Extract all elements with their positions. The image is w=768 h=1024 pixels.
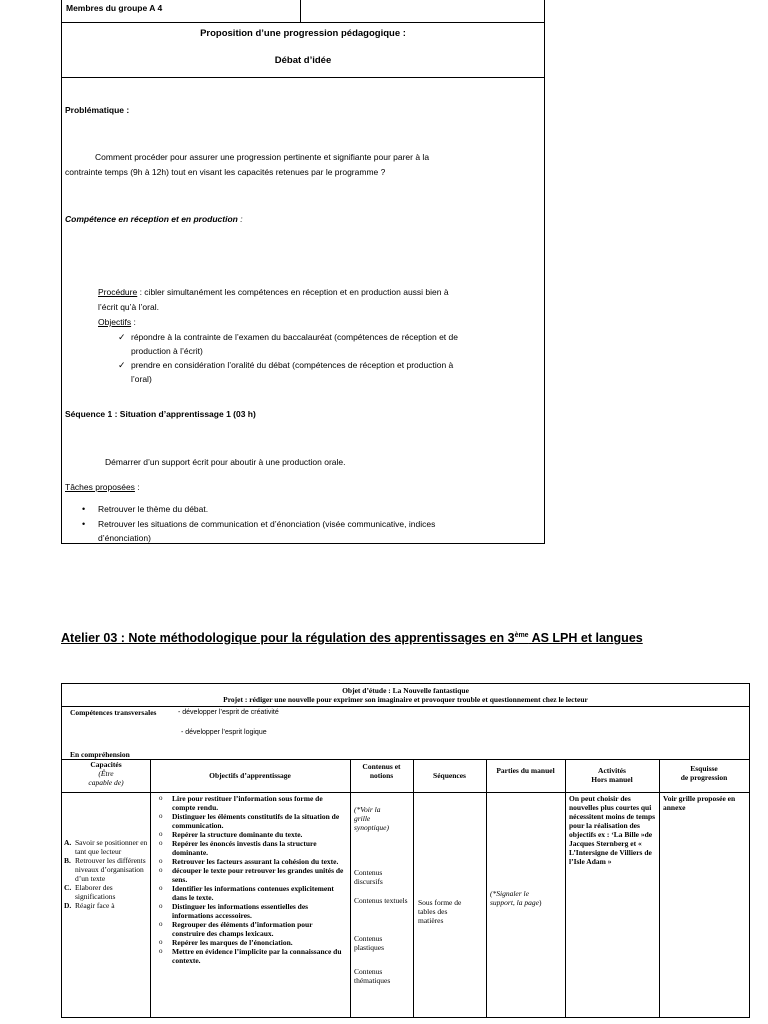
header-sequences: Séquences: [433, 771, 466, 780]
capacite-text: Retrouver les différents niveaux d’organisation d’un texte: [75, 856, 146, 883]
competences-label: Compétences transversales: [70, 708, 157, 717]
capacite-item: [64, 838, 150, 856]
contenus-textuels: Contenus textuels: [354, 896, 408, 905]
objectif-item: o Repérer les marques de l’énonciation.: [156, 938, 344, 947]
sequences-text: [418, 898, 484, 925]
progression-table: [61, 683, 750, 1018]
contenus-note-2: grille: [354, 814, 371, 823]
table-rule: [62, 706, 749, 707]
competence-creativite: - développer l’esprit de créativité: [178, 709, 279, 716]
problematique-line-2: contrainte temps (9h à 12h) tout en visant les capacités retenues par le programme ?: [65, 167, 386, 177]
sequences-1: Sous forme de: [418, 898, 462, 907]
competence-logique: - développer l’esprit logique: [181, 729, 267, 736]
header-contenus-2: notions: [369, 771, 394, 780]
title-divider: [62, 77, 544, 78]
capacite-text: Savoir se positionner en tant que lecteur: [75, 838, 148, 856]
objectifs-heading: [98, 316, 136, 329]
table-col-rule: [486, 759, 487, 1017]
objectif-2-line-2: l’oral): [131, 374, 152, 384]
objectif-1-line-1: répondre à la contrainte de l’examen du baccalauréat (compétences de réception et de: [131, 332, 458, 342]
objectif-item: o Lire pour restituer l’information sous forme de compte rendu.: [156, 794, 344, 812]
contenus-note: [354, 805, 410, 832]
atelier-prefix: Atelier 03 : Note méthodologique pour la régulation des apprentissages en 3: [61, 631, 515, 645]
header-capacites-label: Capacités: [90, 760, 122, 769]
header-esquisse-2: de progression: [680, 773, 728, 782]
contenus-discursifs: Contenus discursifs: [354, 868, 383, 886]
capacite-letter: B.: [64, 856, 71, 865]
tache-1: Retrouver le thème du débat.: [98, 504, 209, 514]
en-comprehension: En compréhension: [70, 750, 130, 759]
document-subtitle: Débat d’idée: [274, 55, 332, 66]
problematique-label: Problématique :: [65, 105, 130, 115]
objectif-item: o Retrouver les facteurs assurant la cohésion du texte.: [156, 857, 344, 866]
esquisse-text: Voir grille proposée en annexe: [663, 794, 736, 812]
table-col-rule: [413, 759, 414, 1017]
objectif-2-line-1: prendre en considération l’oralité du débat (compétences de réception et production à: [131, 360, 454, 370]
group-cell: [62, 0, 301, 22]
competence-label: Compétence en réception et en production: [65, 214, 238, 224]
capacite-item: [64, 883, 150, 901]
contenus-thematiques: Contenus thématiques: [354, 967, 391, 985]
objectifs-list: [156, 794, 344, 965]
capacite-text: Réagir face à: [75, 901, 115, 910]
taches-colon: :: [134, 482, 140, 492]
proposal-document: [61, 0, 545, 544]
procedure-line-2: l’écrit qu’à l’oral.: [98, 302, 159, 312]
tache-2-line-2: d’énonciation): [98, 533, 151, 543]
table-rule: [62, 759, 749, 760]
capacite-letter: D.: [64, 901, 72, 910]
demarrer-text: Démarrer d’un support écrit pour aboutir à une production orale.: [105, 457, 346, 467]
header-contenus-1: Contenus et: [362, 762, 401, 771]
group-label: Membres du groupe A 4: [66, 3, 163, 13]
tache-2-line-1: Retrouver les situations de communication et d’énonciation (visée communicative, indices: [98, 519, 436, 529]
atelier-suffix: AS LPH et langues: [528, 631, 643, 645]
header-activites-1: Activités: [598, 766, 626, 775]
header-esquisse: [659, 764, 749, 782]
contenus-note-1: (*Voir la: [354, 805, 381, 814]
objectif-item: o Mettre en évidence l’implicite par la connaissance du contexte.: [156, 947, 344, 965]
header-contenus: [350, 762, 413, 780]
sequence-label: Séquence 1 : Situation d’apprentissage 1 (03 h): [65, 409, 256, 419]
objectif-item: o Distinguer les éléments constitutifs de la situation de communication.: [156, 812, 344, 830]
atelier-sup: ème: [514, 631, 529, 639]
objectif-item: o Repérer la structure dominante du texte.: [156, 830, 344, 839]
problematique-line-1: Comment procéder pour assurer une progression pertinente et signifiante pour parer à la: [95, 152, 430, 162]
objectif-item: o Repérer les énoncés investis dans la structure dominante.: [156, 839, 344, 857]
taches-heading: [65, 481, 140, 494]
sequences-2: tables des: [418, 907, 448, 916]
capacite-text: Elaborer des significations: [75, 883, 116, 901]
objectif-item: o Regrouper des éléments d’information pour construire des champs lexicaux.: [156, 920, 344, 938]
objet-etude: Objet d’étude : La Nouvelle fantastique: [342, 686, 469, 695]
bullet-icon: •: [82, 519, 86, 529]
parties-note-2-text: support, la page: [490, 898, 539, 907]
header-capacites: [62, 760, 150, 787]
objectifs-colon: :: [131, 317, 136, 327]
competence-colon: :: [237, 214, 243, 224]
header-activites: [565, 766, 659, 784]
parties-note-1: (*Signaler le: [490, 889, 529, 898]
parties-note-3: ): [538, 898, 542, 907]
competence-heading: [65, 213, 243, 226]
atelier-heading: [61, 631, 643, 645]
parties-note-2: [490, 898, 564, 907]
group-header-row: [62, 0, 544, 23]
table-col-rule: [565, 759, 566, 1017]
objectif-item: o Distinguer les informations essentielles des informations accessoires.: [156, 902, 344, 920]
header-etre: (Être: [98, 769, 114, 778]
procedure-label: Procédure: [98, 287, 138, 297]
table-rule: [62, 792, 749, 793]
checkmark-icon: ✓: [118, 360, 126, 370]
bullet-icon: •: [82, 504, 86, 514]
capacite-item: [64, 901, 150, 910]
document-title: Proposition d’une progression pédagogique :: [200, 28, 406, 39]
procedure-line-1: [98, 286, 449, 299]
header-parties: Parties du manuel: [496, 766, 555, 775]
projet: Projet : rédiger une nouvelle pour exprimer son imaginaire et provoquer trouble et questionnement chez le lecteur: [223, 695, 588, 704]
contenus-plastiques: Contenus plastiques: [354, 934, 384, 952]
taches-label: Tâches proposées: [65, 482, 135, 492]
parties-note: [490, 889, 564, 907]
objectif-item: o découper le texte pour retrouver les grandes unités de sens.: [156, 866, 344, 884]
capacites-list: [64, 838, 150, 910]
table-col-rule: [659, 759, 660, 1017]
procedure-text: : cibler simultanément les compétences en réception et en production aussi bien à: [137, 287, 449, 297]
sequences-3: matières: [418, 916, 444, 925]
header-objectifs: Objectifs d’apprentissage: [209, 771, 291, 780]
table-col-rule: [350, 759, 351, 1017]
contenus-note-3: synoptique): [354, 823, 389, 832]
capacite-letter: C.: [64, 883, 72, 892]
header-capable-de: capable de): [88, 778, 124, 787]
objectifs-label: Objectifs: [98, 317, 132, 327]
capacite-item: [64, 856, 150, 883]
table-col-rule: [150, 759, 151, 1017]
checkmark-icon: ✓: [118, 332, 126, 342]
capacite-letter: A.: [64, 838, 72, 847]
objectif-1-line-2: production à l’écrit): [131, 346, 203, 356]
header-esquisse-1: Esquisse: [690, 764, 718, 773]
objectif-item: o Identifier les informations contenues explicitement dans le texte.: [156, 884, 344, 902]
activites-text: On peut choisir des nouvelles plus courtes qui nécessitent moins de temps pour la réalisation des objectifs ex : ‘La Bille »de Jacques Sternberg et « L’Intersigne de Villiers de l’Isle Adam »: [569, 794, 656, 866]
header-activites-2: Hors manuel: [591, 775, 633, 784]
